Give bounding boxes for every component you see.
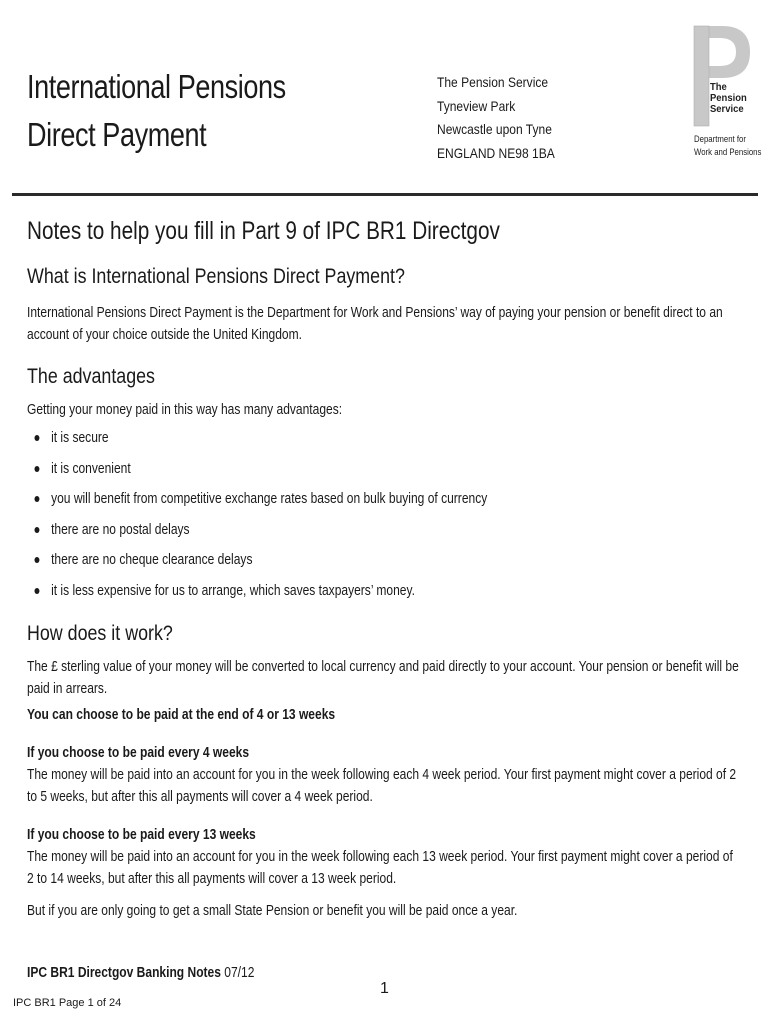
form-reference: [27, 963, 254, 983]
list-item: [27, 454, 741, 485]
list-item: [27, 423, 741, 454]
what-text: International Pensions Direct Payment is the Department for Work and Pensions’ way of paying your pension or benefit direct to an account of your choice outside the United Kingdom.: [27, 305, 723, 343]
list-item-text: there are no cheque clearance delays: [51, 552, 253, 568]
four-week-heading: If you choose to be paid every 4 weeks: [27, 745, 250, 761]
list-item-text: you will benefit from competitive exchange rates based on bulk buying of currency: [51, 491, 488, 507]
thirteen-week-text: The money will be paid into an account for you in the week following each 13 week period. Your first payment might cover a period of 2 to 14 weeks, but after this all payments will cover a 13 week period.: [27, 849, 733, 887]
four-week-text: The money will be paid into an account for you in the week following each 4 week period. Your first payment might cover a period of 2 to 5 weeks, but after this all payments will cover a 4 week period.: [27, 767, 737, 805]
advantages-list: [27, 423, 741, 606]
list-item-text: there are no postal delays: [51, 521, 190, 538]
yearly-text: But if you are only going to get a small State Pension or benefit you will be paid once a year.: [27, 903, 518, 919]
advantages-heading: The advantages: [27, 364, 155, 388]
pension-service-p-icon: [680, 24, 770, 134]
logo-line: Pension: [710, 92, 747, 104]
bullet-icon: [34, 557, 39, 563]
main-content: [27, 214, 741, 922]
list-item-text: it is secure: [51, 430, 109, 446]
form-reference-date: 07/12: [224, 965, 255, 981]
page-reference: IPC BR1 Page 1 of 24: [13, 997, 122, 1009]
bullet-icon: [34, 496, 39, 502]
advantages-intro: Getting your money paid in this way has many advantages:: [27, 402, 343, 418]
bullet-icon: [34, 466, 39, 472]
dept-line: Work and Pensions: [694, 147, 762, 158]
address-line: The Pension Service: [437, 74, 549, 90]
what-heading: What is International Pensions Direct Payment?: [27, 264, 405, 288]
title-line-1: International Pensions: [27, 68, 286, 105]
list-item-text: it is convenient: [51, 460, 131, 477]
page-heading: Notes to help you fill in Part 9 of IPC BR1 Directgov: [27, 217, 500, 245]
department-name: [694, 133, 761, 159]
logo-line: Service: [710, 103, 744, 115]
address-line: Newcastle upon Tyne: [437, 121, 552, 137]
how-choose: You can choose to be paid at the end of 4 or 13 weeks: [27, 707, 336, 723]
how-text: The £ sterling value of your money will be converted to local currency and paid directly to your account. Your pension or benefit will be paid in arrears.: [27, 659, 739, 697]
list-item: [27, 576, 741, 607]
dept-line: Department for: [694, 134, 746, 145]
how-heading: How does it work?: [27, 621, 173, 645]
bullet-icon: [34, 435, 39, 441]
list-item: [27, 515, 741, 546]
list-item: [27, 484, 741, 515]
logo-text: [710, 82, 747, 115]
pension-service-logo: [680, 24, 770, 164]
list-item: [27, 545, 741, 576]
bullet-icon: [34, 588, 39, 594]
logo-line: The: [710, 81, 727, 93]
title-line-2: Direct Payment: [27, 116, 207, 153]
sender-address: [437, 71, 555, 165]
page-number: 1: [380, 980, 389, 997]
form-reference-code: IPC BR1 Directgov Banking Notes: [27, 965, 221, 981]
document-title: [27, 63, 339, 159]
bullet-icon: [34, 527, 39, 533]
address-line: ENGLAND NE98 1BA: [437, 144, 555, 161]
address-line: Tyneview Park: [437, 97, 516, 114]
header-divider: [12, 193, 758, 196]
list-item-text: it is less expensive for us to arrange, which saves taxpayers’ money.: [51, 582, 415, 599]
thirteen-week-heading: If you choose to be paid every 13 weeks: [27, 827, 256, 843]
